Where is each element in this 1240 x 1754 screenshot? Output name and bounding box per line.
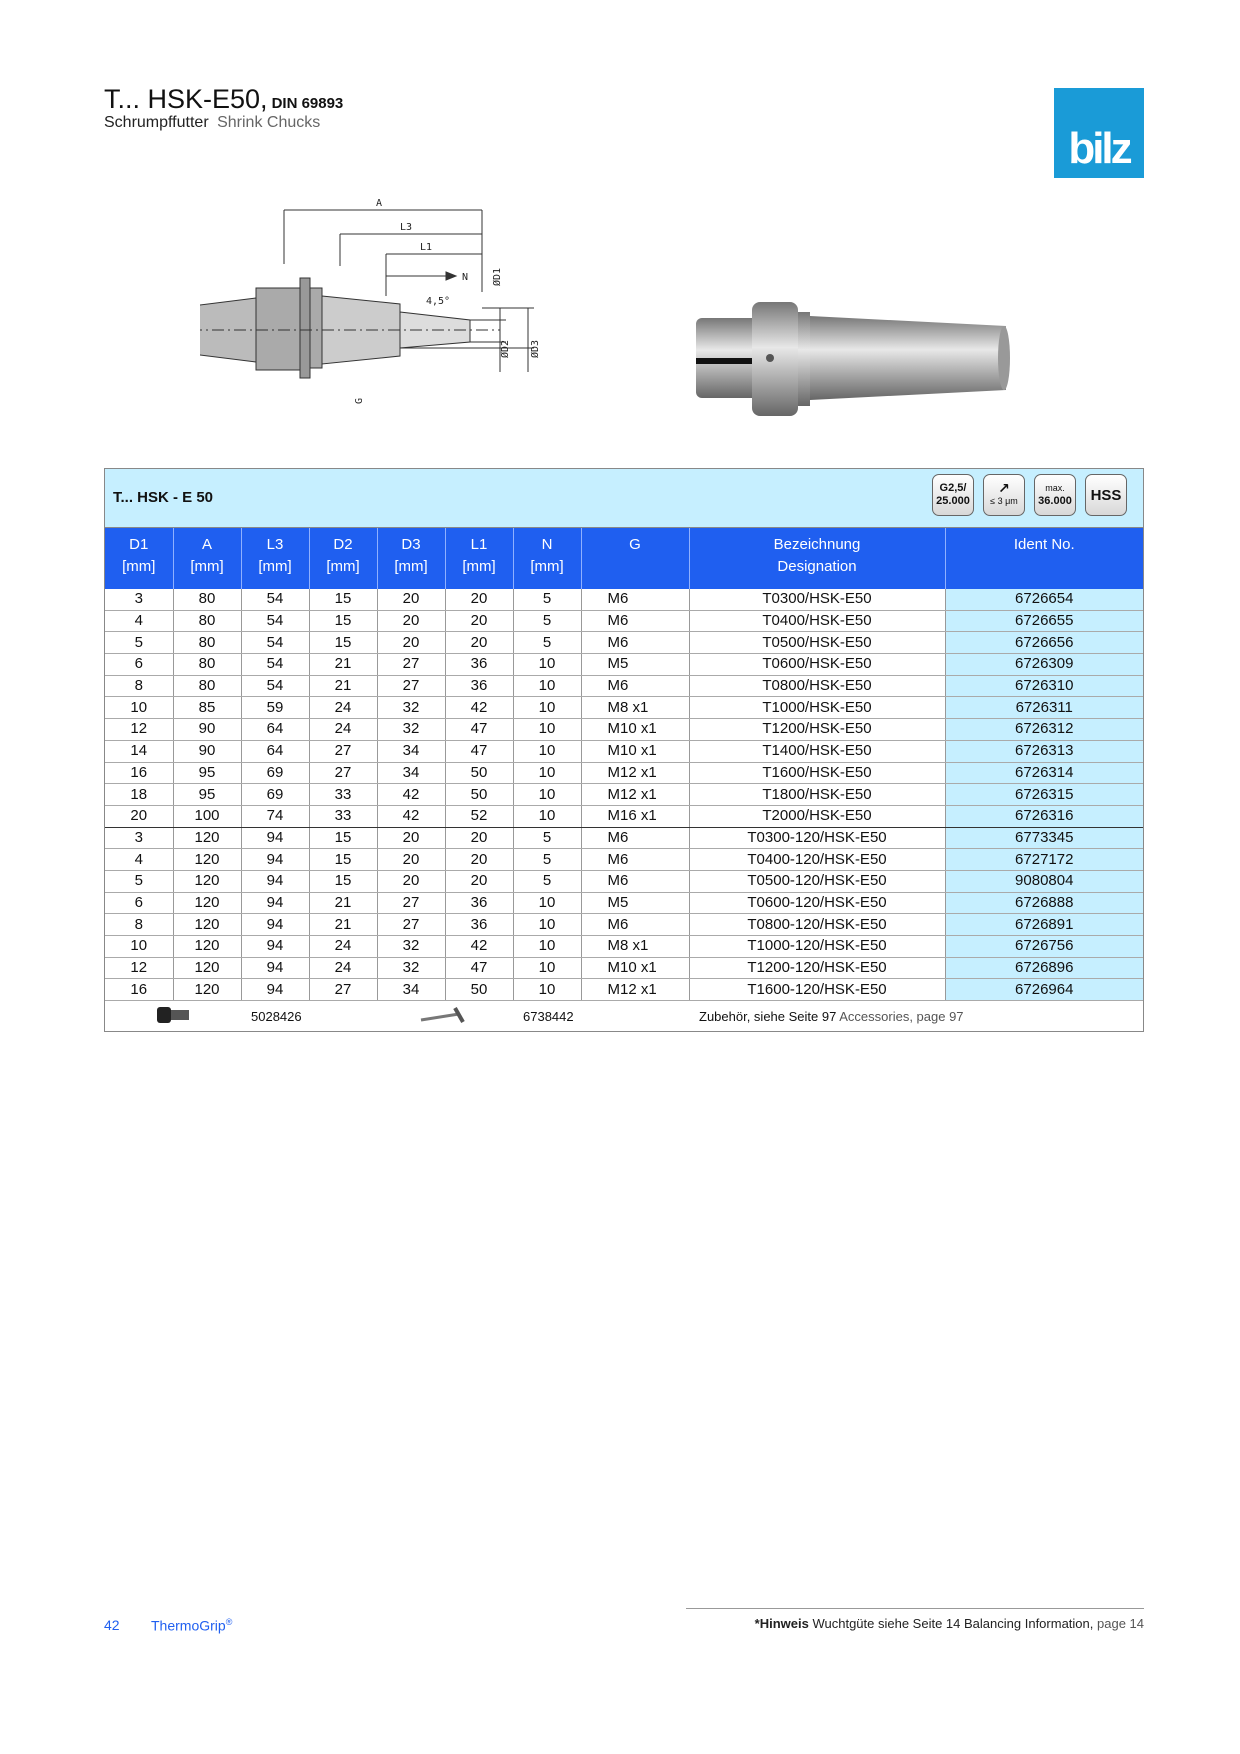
- column-header: Bezeichnung Designation: [689, 528, 945, 589]
- table-cell: M6: [581, 870, 689, 892]
- table-cell: 27: [377, 675, 445, 697]
- table-cell: 120: [173, 979, 241, 1001]
- table-cell: 94: [241, 936, 309, 958]
- table-cell: 74: [241, 805, 309, 827]
- table-row: [105, 610, 1143, 632]
- table-cell: T0600-120/HSK-E50: [689, 892, 945, 914]
- table-cell: 36: [445, 654, 513, 676]
- column-header: L1 [mm]: [445, 528, 513, 589]
- table-row: [105, 979, 1143, 1001]
- table-cell: 20: [445, 849, 513, 871]
- table-cell: 69: [241, 784, 309, 806]
- table-cell: 6726964: [945, 979, 1143, 1001]
- table-row: [105, 914, 1143, 936]
- table-cell: M16 x1: [581, 805, 689, 827]
- page-number: 42: [104, 1617, 120, 1633]
- column-header: A [mm]: [173, 528, 241, 589]
- table-cell: 6726896: [945, 957, 1143, 979]
- table-cell: 21: [309, 675, 377, 697]
- table-cell: 27: [377, 914, 445, 936]
- table-cell: 5: [513, 589, 581, 610]
- table-cell: 120: [173, 827, 241, 849]
- table-cell: 120: [173, 870, 241, 892]
- table-cell: 14: [105, 740, 173, 762]
- table-row: [105, 762, 1143, 784]
- table-cell: 12: [105, 719, 173, 741]
- table-cell: 94: [241, 849, 309, 871]
- table-cell: 20: [445, 632, 513, 654]
- table-cell: T0400-120/HSK-E50: [689, 849, 945, 871]
- table-cell: 33: [309, 784, 377, 806]
- table-cell: 5: [513, 849, 581, 871]
- table-cell: 32: [377, 719, 445, 741]
- table-cell: 120: [173, 957, 241, 979]
- table-cell: T1000-120/HSK-E50: [689, 936, 945, 958]
- table-cell: M10 x1: [581, 957, 689, 979]
- table-cell: 12: [105, 957, 173, 979]
- accessories-note: Zubehör, siehe Seite 97 Accessories, page 97: [689, 1001, 1143, 1032]
- table-cell: 34: [377, 979, 445, 1001]
- table-cell: 42: [377, 784, 445, 806]
- table-cell: M12 x1: [581, 784, 689, 806]
- table-cell: M6: [581, 849, 689, 871]
- table-cell: 20: [445, 610, 513, 632]
- table-caption-row: [105, 469, 1143, 528]
- table-row: [105, 589, 1143, 610]
- dim-a: A: [376, 198, 383, 209]
- table-cell: 20: [445, 827, 513, 849]
- table-cell: 32: [377, 936, 445, 958]
- table-row: [105, 870, 1143, 892]
- table-cell: 36: [445, 675, 513, 697]
- table-cell: T1200/HSK-E50: [689, 719, 945, 741]
- table-cell: T2000/HSK-E50: [689, 805, 945, 827]
- table-cell: 5: [513, 827, 581, 849]
- table-cell: M12 x1: [581, 762, 689, 784]
- table-cell: 59: [241, 697, 309, 719]
- table-cell: 94: [241, 870, 309, 892]
- table-row: [105, 849, 1143, 871]
- product-photo: [686, 296, 1026, 426]
- table-cell: 21: [309, 914, 377, 936]
- table-cell: 10: [513, 740, 581, 762]
- table-cell: T1600-120/HSK-E50: [689, 979, 945, 1001]
- table-cell: 6726309: [945, 654, 1143, 676]
- table-cell: T0500/HSK-E50: [689, 632, 945, 654]
- table-cell: 10: [513, 654, 581, 676]
- table-cell: 27: [377, 892, 445, 914]
- table-cell: 5: [105, 632, 173, 654]
- table-cell: 54: [241, 632, 309, 654]
- table-cell: 120: [173, 849, 241, 871]
- table-cell: 6726315: [945, 784, 1143, 806]
- table-cell: M6: [581, 675, 689, 697]
- table-cell: 5: [105, 870, 173, 892]
- table-cell: 20: [377, 827, 445, 849]
- table-cell: 6726654: [945, 589, 1143, 610]
- column-header: N [mm]: [513, 528, 581, 589]
- table-row: [105, 740, 1143, 762]
- dim-angle: 4,5°: [426, 296, 451, 307]
- table-cell: T0800-120/HSK-E50: [689, 914, 945, 936]
- table-cell: T1600/HSK-E50: [689, 762, 945, 784]
- table-cell: 80: [173, 589, 241, 610]
- table-cell: 90: [173, 740, 241, 762]
- table-cell: 32: [377, 697, 445, 719]
- table-cell: 3: [105, 589, 173, 610]
- page-title: T... HSK-E50, DIN 69893: [104, 84, 344, 114]
- column-header: Ident No.: [945, 528, 1143, 589]
- screw-icon: [153, 1004, 193, 1026]
- table-cell: 16: [105, 979, 173, 1001]
- table-cell: 54: [241, 654, 309, 676]
- table-cell: 6726888: [945, 892, 1143, 914]
- table-row: [105, 675, 1143, 697]
- table-cell: M8 x1: [581, 697, 689, 719]
- table-row: [105, 957, 1143, 979]
- table-cell: 21: [309, 654, 377, 676]
- table-cell: 6726756: [945, 936, 1143, 958]
- table-cell: T1200-120/HSK-E50: [689, 957, 945, 979]
- table-cell: 36: [445, 892, 513, 914]
- table-cell: M5: [581, 654, 689, 676]
- page-subtitle: [104, 114, 320, 132]
- table-row: [105, 654, 1143, 676]
- table-row: [105, 827, 1143, 849]
- table-cell: 94: [241, 957, 309, 979]
- table-cell: 34: [377, 762, 445, 784]
- table-cell: 94: [241, 827, 309, 849]
- table-cell: 15: [309, 610, 377, 632]
- brand-name: ThermoGrip®: [151, 1617, 233, 1634]
- table-cell: 5: [513, 610, 581, 632]
- table-cell: 24: [309, 719, 377, 741]
- table-cell: 34: [377, 740, 445, 762]
- table-cell: T0300/HSK-E50: [689, 589, 945, 610]
- table-cell: 24: [309, 957, 377, 979]
- hex-key-icon: [415, 1004, 475, 1026]
- table-cell: 6726311: [945, 697, 1143, 719]
- table-cell: 32: [377, 957, 445, 979]
- table-cell: 10: [513, 979, 581, 1001]
- table-cell: 6726310: [945, 675, 1143, 697]
- key-ident: 6738442: [513, 1001, 689, 1032]
- table-row: [105, 719, 1143, 741]
- table-cell: 64: [241, 719, 309, 741]
- table-cell: 6: [105, 654, 173, 676]
- table-cell: 3: [105, 827, 173, 849]
- subtitle-de: Schrumpffutter: [104, 114, 209, 131]
- table-cell: 6726312: [945, 719, 1143, 741]
- table-cell: 24: [309, 697, 377, 719]
- table-cell: 27: [309, 762, 377, 784]
- dim-g: G: [354, 397, 365, 404]
- table-cell: T0800/HSK-E50: [689, 675, 945, 697]
- table-cell: 6726316: [945, 805, 1143, 827]
- table-cell: 54: [241, 675, 309, 697]
- table-cell: 80: [173, 632, 241, 654]
- table-cell: 20: [445, 870, 513, 892]
- table-cell: 90: [173, 719, 241, 741]
- dim-d3: ØD3: [530, 339, 541, 358]
- table-cell: 6: [105, 892, 173, 914]
- table-cell: 27: [309, 979, 377, 1001]
- table-cell: T0500-120/HSK-E50: [689, 870, 945, 892]
- screw-image: [105, 1001, 241, 1032]
- table-cell: 10: [513, 805, 581, 827]
- footer-note: *Hinweis Wuchtgüte siehe Seite 14 Balancing Information, page 14: [754, 1616, 1144, 1631]
- table-cell: M8 x1: [581, 936, 689, 958]
- table-cell: M10 x1: [581, 740, 689, 762]
- table-cell: 42: [445, 936, 513, 958]
- table-cell: 54: [241, 610, 309, 632]
- table-cell: 15: [309, 827, 377, 849]
- column-header: G: [581, 528, 689, 589]
- max-speed-badge-icon: max. 36.000: [1034, 474, 1076, 516]
- table-cell: 47: [445, 740, 513, 762]
- table-cell: 10: [513, 957, 581, 979]
- table-cell: 27: [309, 740, 377, 762]
- table-cell: T1000/HSK-E50: [689, 697, 945, 719]
- table-cell: 52: [445, 805, 513, 827]
- table-cell: 80: [173, 675, 241, 697]
- table-cell: 15: [309, 632, 377, 654]
- table-cell: 20: [377, 589, 445, 610]
- table-row: [105, 936, 1143, 958]
- table-cell: 5: [513, 870, 581, 892]
- table-cell: 47: [445, 719, 513, 741]
- column-header: D3 [mm]: [377, 528, 445, 589]
- spec-badges: [932, 474, 1127, 516]
- table-cell: 10: [513, 892, 581, 914]
- table-cell: 6726891: [945, 914, 1143, 936]
- table-cell: 54: [241, 589, 309, 610]
- dimension-table: [105, 528, 1143, 1031]
- table-cell: 20: [105, 805, 173, 827]
- table-cell: 20: [377, 849, 445, 871]
- table-row: [105, 892, 1143, 914]
- screw-ident: 5028426: [241, 1001, 377, 1032]
- table-cell: 10: [513, 719, 581, 741]
- table-cell: 95: [173, 784, 241, 806]
- table-cell: M12 x1: [581, 979, 689, 1001]
- technical-drawing: [200, 196, 570, 436]
- table-cell: 10: [105, 697, 173, 719]
- table-cell: 120: [173, 914, 241, 936]
- table-cell: 85: [173, 697, 241, 719]
- table-cell: 50: [445, 784, 513, 806]
- table-cell: 15: [309, 870, 377, 892]
- accessories-row: [105, 1001, 1143, 1032]
- table-cell: 9080804: [945, 870, 1143, 892]
- table-row: [105, 784, 1143, 806]
- table-row: [105, 632, 1143, 654]
- table-cell: 20: [377, 610, 445, 632]
- table-cell: T0300-120/HSK-E50: [689, 827, 945, 849]
- table-cell: 6773345: [945, 827, 1143, 849]
- table-cell: 33: [309, 805, 377, 827]
- table-cell: 10: [105, 936, 173, 958]
- table-cell: 36: [445, 914, 513, 936]
- table-cell: 21: [309, 892, 377, 914]
- table-cell: 10: [513, 914, 581, 936]
- subtitle-en: Shrink Chucks: [217, 114, 321, 131]
- footer-divider: [686, 1608, 1144, 1609]
- table-cell: 80: [173, 610, 241, 632]
- table-cell: 27: [377, 654, 445, 676]
- table-cell: 15: [309, 589, 377, 610]
- table-cell: M10 x1: [581, 719, 689, 741]
- table-cell: 20: [377, 632, 445, 654]
- column-header: L3 [mm]: [241, 528, 309, 589]
- table-row: [105, 805, 1143, 827]
- table-cell: 8: [105, 675, 173, 697]
- hss-badge-icon: HSS: [1085, 474, 1127, 516]
- dim-n: N: [462, 272, 469, 283]
- table-cell: 120: [173, 936, 241, 958]
- table-cell: 42: [445, 697, 513, 719]
- table-cell: 69: [241, 762, 309, 784]
- table-cell: 94: [241, 892, 309, 914]
- column-header: D2 [mm]: [309, 528, 377, 589]
- table-cell: 10: [513, 762, 581, 784]
- balancing-badge-icon: G2,5/ 25.000: [932, 474, 974, 516]
- table-cell: 64: [241, 740, 309, 762]
- table-cell: 6726313: [945, 740, 1143, 762]
- din-label: DIN 69893: [271, 95, 344, 112]
- table-cell: 42: [377, 805, 445, 827]
- table-cell: 80: [173, 654, 241, 676]
- table-cell: 6726656: [945, 632, 1143, 654]
- product-table: [104, 468, 1144, 1032]
- table-caption: T... HSK - E 50: [113, 489, 214, 506]
- table-cell: 94: [241, 914, 309, 936]
- bilz-logo: bilz: [1054, 88, 1144, 178]
- table-cell: 50: [445, 762, 513, 784]
- table-cell: 10: [513, 784, 581, 806]
- dim-d1: ØD1: [492, 267, 503, 286]
- table-cell: M6: [581, 610, 689, 632]
- table-cell: 10: [513, 936, 581, 958]
- table-cell: 10: [513, 675, 581, 697]
- table-cell: T1400/HSK-E50: [689, 740, 945, 762]
- table-cell: 5: [513, 632, 581, 654]
- table-cell: 20: [445, 589, 513, 610]
- table-cell: 6726655: [945, 610, 1143, 632]
- table-cell: 120: [173, 892, 241, 914]
- dim-l1: L1: [420, 242, 433, 253]
- table-cell: M6: [581, 589, 689, 610]
- table-cell: 4: [105, 610, 173, 632]
- table-cell: M6: [581, 632, 689, 654]
- key-image: [377, 1001, 513, 1032]
- table-cell: 100: [173, 805, 241, 827]
- table-cell: 10: [513, 697, 581, 719]
- table-cell: T1800/HSK-E50: [689, 784, 945, 806]
- table-cell: 16: [105, 762, 173, 784]
- table-cell: 20: [377, 870, 445, 892]
- runout-badge-icon: ↗ ≤ 3 μm: [983, 474, 1025, 516]
- table-cell: T0600/HSK-E50: [689, 654, 945, 676]
- table-cell: 15: [309, 849, 377, 871]
- table-row: [105, 697, 1143, 719]
- table-cell: 47: [445, 957, 513, 979]
- table-cell: 95: [173, 762, 241, 784]
- dim-d2: ØD2: [500, 339, 511, 358]
- table-cell: M6: [581, 827, 689, 849]
- table-cell: 8: [105, 914, 173, 936]
- table-cell: 50: [445, 979, 513, 1001]
- table-cell: M5: [581, 892, 689, 914]
- table-cell: M6: [581, 914, 689, 936]
- table-cell: 18: [105, 784, 173, 806]
- table-cell: 24: [309, 936, 377, 958]
- column-header: D1 [mm]: [105, 528, 173, 589]
- table-cell: 94: [241, 979, 309, 1001]
- table-cell: T0400/HSK-E50: [689, 610, 945, 632]
- dim-l3: L3: [400, 222, 413, 233]
- table-cell: 6727172: [945, 849, 1143, 871]
- table-cell: 4: [105, 849, 173, 871]
- table-header-row: [105, 528, 1143, 589]
- table-cell: 6726314: [945, 762, 1143, 784]
